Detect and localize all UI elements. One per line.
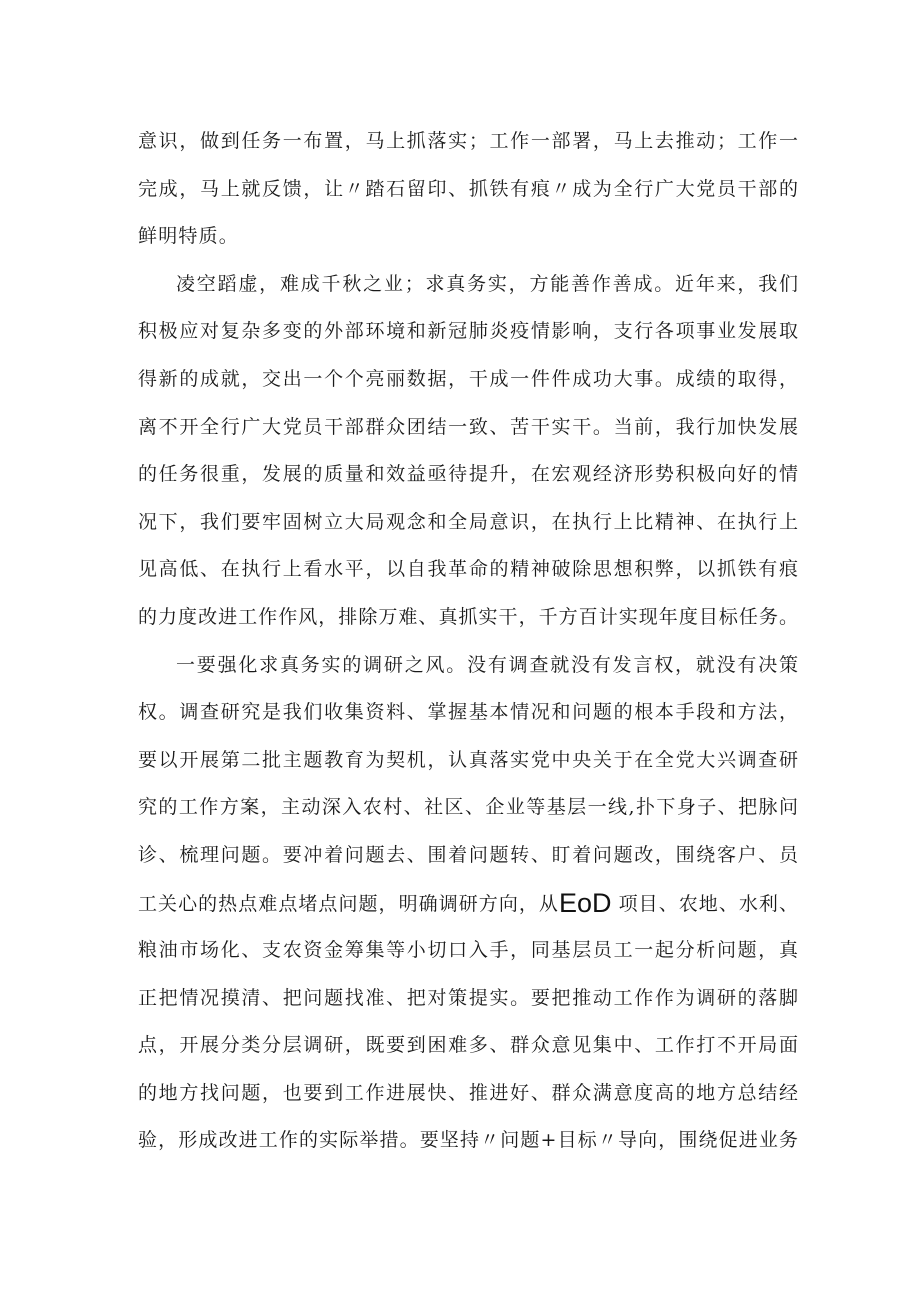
paragraph-2-line-2: 积极应对复杂多变的外部环境和新冠肺炎疫情影响，支行各项事业发展取 (138, 320, 798, 343)
paragraph-2-line-3: 得新的成就，交出一个个亮丽数据，干成一件件成功大事。成绩的取得， (138, 367, 798, 390)
paragraph-2-line-1: 凌空蹈虚，难成千秋之业；求真务实，方能善作善成。近年来，我们 (176, 272, 798, 295)
paragraph-3-line-8: 正把情况摸清、把问题找准、把对策提实。要把推动工作作为调研的落脚 (138, 986, 798, 1009)
paragraph-1-line-3: 鲜明特质。 (138, 225, 240, 248)
eod-term: EoD (558, 887, 612, 918)
paragraph-3-line-7: 粮油市场化、支农资金筹集等小切口入手，同基层员工一起分析问题，真 (138, 939, 798, 962)
paragraph-1-line-2: 完成，马上就反馈，让〃踏石留印、抓铁有痕〃成为全行广大党员干部的 (138, 177, 798, 200)
paragraph-3-line-2: 权。调查研究是我们收集资料、掌握基本情况和问题的根本手段和方法， (138, 701, 798, 724)
document-body (138, 118, 798, 1165)
paragraph-2-line-6: 况下，我们要牢固树立大局观念和全局意识，在执行上比精神、在执行上 (138, 510, 798, 533)
paragraph-3-line-5: 诊、梳理问题。要冲着问题去、围着问题转、盯着问题改，围绕客户、员 (138, 843, 798, 866)
paragraph-3-line-9: 点，开展分类分层调研，既要到困难多、群众意见集中、工作打不开局面 (138, 1034, 798, 1057)
paragraph-3-line-4: 究的工作方案，主动深入农村、社区、企业等基层一线,扑下身子、把脉问 (138, 796, 798, 819)
paragraph-2-line-7: 见高低、在执行上看水平，以自我革命的精神破除思想积弊，以抓铁有痕 (138, 558, 798, 581)
paragraph-3-line-1: 一要强化求真务实的调研之风。没有调查就没有发言权，就没有决策 (176, 653, 798, 676)
paragraph-2-line-4: 离不开全行广大党员干部群众团结一致、苦干实干。当前，我行加快发展 (138, 415, 798, 438)
paragraph-2-line-8: 的力度改进工作作风，排除万难、真抓实干，千方百计实现年度目标任务。 (138, 605, 798, 628)
line-6-after-text: 项目、农地、水利、 (618, 892, 798, 915)
paragraph-3-line-3: 要以开展第二批主题教育为契机，认真落实党中央关于在全党大兴调查研 (138, 748, 798, 771)
paragraph-3-line-11: 验，形成改进工作的实际举措。要坚持〃问题+目标〃导向，围绕促进业务 (138, 1129, 798, 1152)
paragraph-3-line-6 (138, 880, 798, 928)
paragraph-3-line-10: 的地方找问题，也要到工作进展快、推进好、群众满意度高的地方总结经 (138, 1081, 798, 1104)
paragraph-2-line-5: 的任务很重，发展的质量和效益亟待提升，在宏观经济形势积极向好的情 (138, 463, 798, 486)
paragraph-1-line-1: 意识，做到任务一布置，马上抓落实；工作一部署，马上去推动；工作一 (138, 130, 798, 152)
line-6-before-text: 工关心的热点难点堵点问题，明确调研方向，从 (138, 892, 559, 915)
